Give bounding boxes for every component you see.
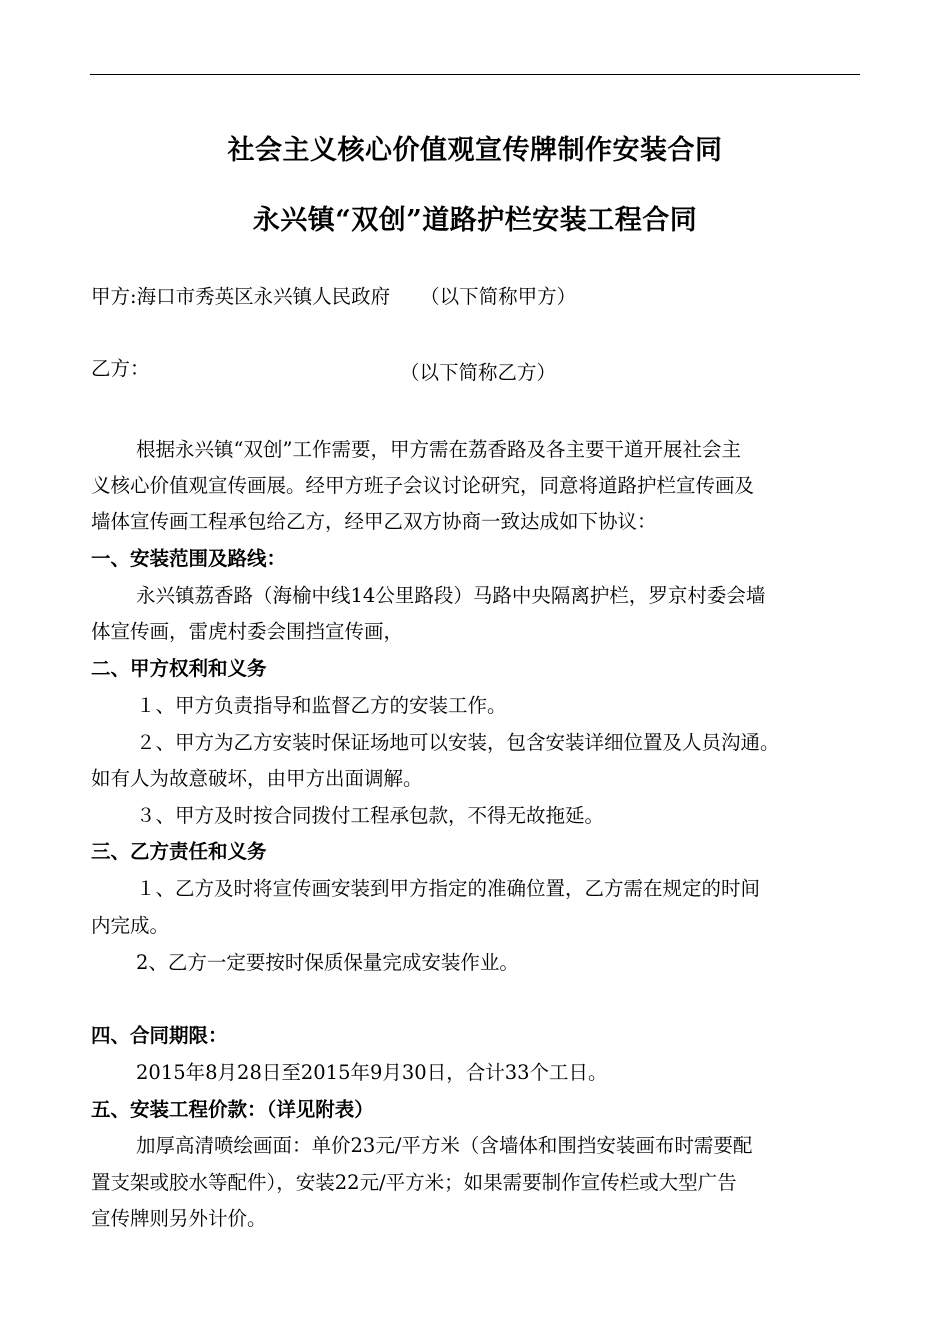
section2-line-1: １、甲方负责指导和监督乙方的安装工作。	[136, 694, 507, 717]
document-title: 社会主义核心价值观宣传牌制作安装合同	[227, 135, 723, 166]
intro-line-1: 根据永兴镇“双创”工作需要，甲方需在荔香路及各主要干道开展社会主	[136, 438, 741, 461]
section4-heading: 四、合同期限：	[91, 1024, 228, 1047]
party-b-label: 乙方：	[91, 357, 150, 380]
party-a-note: （以下简称甲方）	[420, 285, 577, 308]
party-a-line	[91, 285, 576, 309]
section5-heading: 五、安装工程价款：（详见附表）	[91, 1098, 374, 1121]
section3-line-3: 2、乙方一定要按时保质保量完成安装作业。	[136, 951, 519, 974]
section5-line-3: 宣传牌则另外计价。	[91, 1207, 267, 1230]
party-a-name: 海口市秀英区永兴镇人民政府	[136, 285, 391, 308]
intro-line-3: 墙体宣传画工程承包给乙方，经甲乙双方协商一致达成如下协议：	[91, 510, 657, 533]
section2-line-2: ２、甲方为乙方安装时保证场地可以安装，包含安装详细位置及人员沟通。	[136, 731, 780, 754]
section5-line-1: 加厚高清喷绘画面：单价23元/平方米（含墙体和围挡安装画布时需要配	[136, 1134, 753, 1157]
section1-line-1: 永兴镇荔香路（海榆中线14公里路段）马路中央隔离护栏，罗京村委会墙	[136, 584, 766, 607]
section4-line-1: 2015年8月28日至2015年9月30日，合计33个工日。	[136, 1061, 608, 1084]
section3-line-1: １、乙方及时将宣传画安装到甲方指定的准确位置，乙方需在规定的时间	[136, 877, 761, 900]
section2-line-4: ３、甲方及时按合同拨付工程承包款，不得无故拖延。	[136, 804, 605, 827]
section3-heading: 三、乙方责任和义务	[91, 840, 267, 863]
section1-line-2: 体宣传画，雷虎村委会围挡宣传画，	[91, 620, 404, 643]
intro-line-2: 义核心价值观宣传画展。经甲方班子会议讨论研究，同意将道路护栏宣传画及	[91, 474, 755, 497]
party-b-note: （以下简称乙方）	[400, 361, 557, 384]
party-a-label: 甲方:	[91, 285, 137, 308]
header-rule	[90, 74, 860, 75]
section3-line-2: 内完成。	[91, 914, 170, 937]
section5-line-2: 置支架或胶水等配件），安装22元/平方米；如果需要制作宣传栏或大型广告	[91, 1171, 737, 1194]
section2-line-3: 如有人为故意破坏，由甲方出面调解。	[91, 767, 423, 790]
section2-heading: 二、甲方权利和义务	[91, 657, 267, 680]
document-subtitle: 永兴镇“双创”道路护栏安装工程合同	[252, 205, 698, 236]
section1-heading: 一、安装范围及路线：	[91, 547, 287, 570]
